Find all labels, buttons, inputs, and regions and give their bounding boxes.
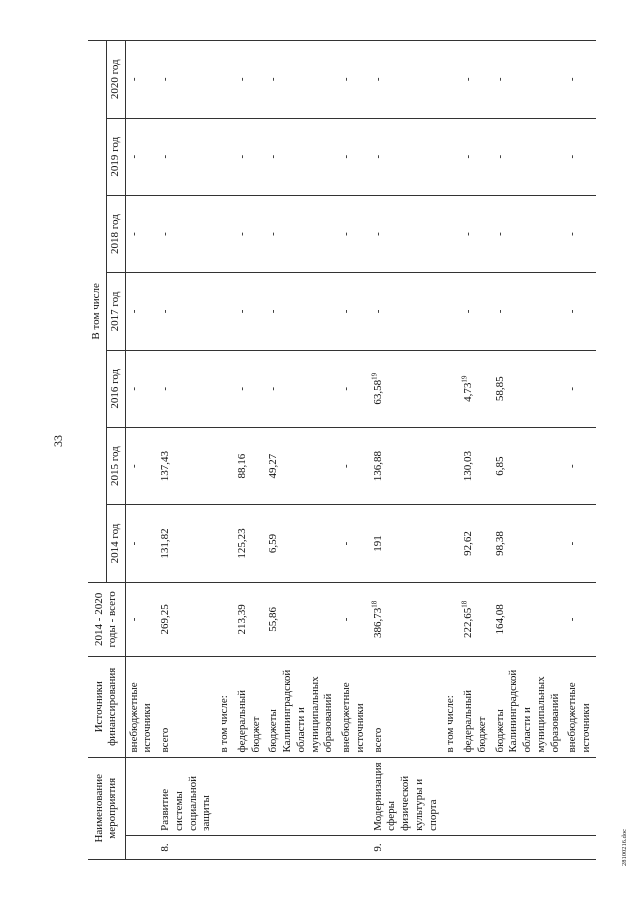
value-2020: - <box>564 41 596 119</box>
row-number: 9. <box>370 835 443 859</box>
value-2018: - <box>564 195 596 272</box>
value-2017: - <box>492 273 565 350</box>
value-2017: - <box>564 273 596 350</box>
value-2020: - <box>460 41 492 119</box>
funding-source: в том числе: <box>442 657 460 757</box>
value-2016: - <box>125 350 157 427</box>
value-2019: - <box>564 118 596 195</box>
value-2019 <box>442 118 460 195</box>
value-2014: 125,23 <box>234 505 266 582</box>
header-year-2018: 2018 год <box>106 195 125 272</box>
value-2017: - <box>265 273 338 350</box>
value-2014: 191 <box>370 505 443 582</box>
funding-source: внебюджетные источники <box>125 657 157 757</box>
measure-name <box>460 757 492 835</box>
total-2014-2020: 269,25 <box>157 582 216 656</box>
value-2017: - <box>234 273 266 350</box>
table-row <box>564 41 596 860</box>
value-2018: - <box>125 195 157 272</box>
value-2014: 98,38 <box>492 505 565 582</box>
measure-name: Развитие системы социальной защиты <box>157 757 216 835</box>
footnote-marker: 18 <box>460 600 469 608</box>
table-row <box>442 41 460 860</box>
row-number <box>492 835 565 859</box>
funding-source: в том числе: <box>216 657 234 757</box>
value-2018: - <box>157 195 216 272</box>
measure-name <box>338 757 370 835</box>
value-2014: 92,62 <box>460 505 492 582</box>
table-row <box>265 41 338 860</box>
table-row <box>460 41 492 860</box>
value-2015: - <box>338 427 370 504</box>
value-2019: - <box>492 118 565 195</box>
header-year-2020: 2020 год <box>106 41 125 119</box>
value-2016 <box>216 350 234 427</box>
measure-name <box>265 757 338 835</box>
value-2016 <box>442 350 460 427</box>
footnote-marker: 19 <box>460 375 469 383</box>
value-2019: - <box>125 118 157 195</box>
funding-source: всего <box>157 657 216 757</box>
page-number: 33 <box>51 435 65 447</box>
funding-source: бюджеты Калининградской области и муниципальных образований <box>492 657 565 757</box>
table-row <box>234 41 266 860</box>
value-2016: - <box>157 350 216 427</box>
measure-name <box>216 757 234 835</box>
row-number <box>265 835 338 859</box>
value-2020: - <box>157 41 216 119</box>
total-2014-2020: 222,65$^{18}$ <box>460 582 492 656</box>
funding-source: бюджеты Калининградской области и муниципальных образований <box>265 657 338 757</box>
value-2015 <box>442 427 460 504</box>
value-2018: - <box>370 195 443 272</box>
value-2018: - <box>338 195 370 272</box>
total-2014-2020: 386,73$^{18}$ <box>370 582 443 656</box>
value-2018: - <box>460 195 492 272</box>
table-row <box>157 41 216 860</box>
row-number <box>125 835 157 859</box>
funding-source: внебюджетные источники <box>564 657 596 757</box>
total-2014-2020: 164,08 <box>492 582 565 656</box>
value-2016: 63,58$^{19}$ <box>370 350 443 427</box>
measure-name <box>564 757 596 835</box>
value-2019 <box>216 118 234 195</box>
funding-source: всего <box>370 657 443 757</box>
value-2020: - <box>338 41 370 119</box>
value-2015: 49,27 <box>265 427 338 504</box>
value-2020: - <box>125 41 157 119</box>
header-name: Наименование мероприятия <box>88 757 125 859</box>
measure-name <box>234 757 266 835</box>
table-row <box>370 41 443 860</box>
value-2018 <box>442 195 460 272</box>
value-2019: - <box>234 118 266 195</box>
value-2015: 130,03 <box>460 427 492 504</box>
header-year-2017: 2017 год <box>106 273 125 350</box>
header-sources: Источники финансирования <box>88 657 125 757</box>
total-2014-2020: 213,39 <box>234 582 266 656</box>
measure-name <box>492 757 565 835</box>
value-2017: - <box>125 273 157 350</box>
total-2014-2020: - <box>125 582 157 656</box>
table-row <box>492 41 565 860</box>
value-2020: - <box>492 41 565 119</box>
value-2017 <box>442 273 460 350</box>
footer-document-code: 28100216.doc <box>621 828 628 866</box>
total-2014-2020: - <box>338 582 370 656</box>
value-2019: - <box>460 118 492 195</box>
value-2019: - <box>370 118 443 195</box>
value-2017: - <box>338 273 370 350</box>
table-row <box>216 41 234 860</box>
total-2014-2020: - <box>564 582 596 656</box>
row-number <box>216 835 234 859</box>
header-total: 2014 - 2020 годы - всего <box>88 582 125 656</box>
value-2015: 6,85 <box>492 427 565 504</box>
value-2018 <box>216 195 234 272</box>
measure-name: Модернизация сферы физической культуры и спорта <box>370 757 443 835</box>
total-2014-2020 <box>216 582 234 656</box>
row-number <box>234 835 266 859</box>
total-2014-2020: 55,86 <box>265 582 338 656</box>
value-2020: - <box>370 41 443 119</box>
row-number <box>460 835 492 859</box>
value-2019: - <box>157 118 216 195</box>
value-2018: - <box>492 195 565 272</box>
header-year-2016: 2016 год <box>106 350 125 427</box>
value-2016: 58,85 <box>492 350 565 427</box>
financing-table <box>88 40 596 860</box>
value-2018: - <box>234 195 266 272</box>
value-2014: - <box>338 505 370 582</box>
value-2015: 88,16 <box>234 427 266 504</box>
header-year-2019: 2019 год <box>106 118 125 195</box>
footnote-marker: 18 <box>369 600 378 608</box>
header-year-2014: 2014 год <box>106 505 125 582</box>
value-2016: 4,73$^{19}$ <box>460 350 492 427</box>
measure-name <box>442 757 460 835</box>
value-2017 <box>216 273 234 350</box>
value-2014: 131,82 <box>157 505 216 582</box>
total-2014-2020 <box>442 582 460 656</box>
value-2017: - <box>460 273 492 350</box>
value-2016: - <box>338 350 370 427</box>
value-2017: - <box>157 273 216 350</box>
value-2016: - <box>564 350 596 427</box>
funding-source: федеральный бюджет <box>460 657 492 757</box>
value-2019: - <box>338 118 370 195</box>
value-2020: - <box>265 41 338 119</box>
value-2014 <box>216 505 234 582</box>
value-2015 <box>216 427 234 504</box>
value-2019: - <box>265 118 338 195</box>
header-year-2015: 2015 год <box>106 427 125 504</box>
funding-source: федеральный бюджет <box>234 657 266 757</box>
row-number: 8. <box>157 835 216 859</box>
row-number <box>442 835 460 859</box>
value-2015: 137,43 <box>157 427 216 504</box>
value-2020 <box>442 41 460 119</box>
value-2016: - <box>234 350 266 427</box>
value-2014: 6,59 <box>265 505 338 582</box>
row-number <box>338 835 370 859</box>
table-row <box>125 41 157 860</box>
value-2017: - <box>370 273 443 350</box>
value-2018: - <box>265 195 338 272</box>
row-number <box>564 835 596 859</box>
value-2020: - <box>234 41 266 119</box>
value-2016: - <box>265 350 338 427</box>
value-2015: - <box>564 427 596 504</box>
measure-name <box>125 757 157 835</box>
header-including: В том числе <box>88 41 106 583</box>
value-2014: - <box>564 505 596 582</box>
value-2020 <box>216 41 234 119</box>
value-2014: - <box>125 505 157 582</box>
footnote-marker: 19 <box>369 372 378 380</box>
value-2015: - <box>125 427 157 504</box>
value-2015: 136,88 <box>370 427 443 504</box>
table-body <box>125 41 596 860</box>
table-row <box>338 41 370 860</box>
funding-source: внебюджетные источники <box>338 657 370 757</box>
value-2014 <box>442 505 460 582</box>
rotated-table-sheet <box>88 40 596 860</box>
